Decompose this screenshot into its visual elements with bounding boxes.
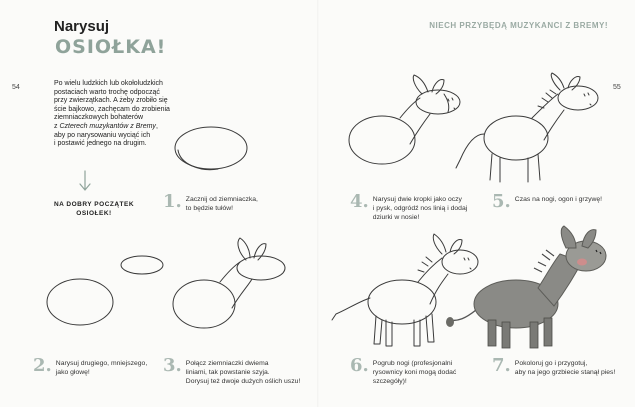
start-label-line1: NA DOBRY POCZĄTEK <box>53 201 135 208</box>
step-text-line: Narysuj dwie kropki jako oczy <box>372 196 462 203</box>
page-title-line1: Narysuj <box>54 18 110 35</box>
page-number-left: 54 <box>12 84 20 91</box>
step-number: 3. <box>163 355 182 376</box>
step-text-line: Pokoloruj go i przygotuj, <box>514 360 588 367</box>
step-text-line: Dorysuj też dwoje dużych oślich uszu! <box>185 378 301 385</box>
intro-book-title: Czterech muzykantów z Bremy <box>59 122 156 130</box>
start-label <box>44 200 144 218</box>
page-title-line2: OSIOŁKA! <box>55 36 167 58</box>
step-text <box>186 359 300 386</box>
step-5 <box>492 193 602 211</box>
step-text-line: aby na jego grzbiecie stanął pies! <box>514 369 616 376</box>
step-text <box>373 195 467 222</box>
intro-book-prefix: z <box>54 122 60 130</box>
step-4 <box>350 193 467 222</box>
step1-sketch <box>170 122 252 178</box>
step-2 <box>33 357 147 377</box>
arrow-down-icon <box>78 170 92 192</box>
step-number: 6. <box>350 355 369 376</box>
running-head: NIECH PRZYBĘDĄ MUZYKANCI Z BREMY! <box>429 21 608 30</box>
step-number: 5. <box>492 191 511 212</box>
intro-line: postaciach warto trochę odpocząć <box>54 88 160 96</box>
step4-sketch <box>344 74 466 174</box>
step-number: 1. <box>163 191 182 212</box>
step-6 <box>350 357 456 386</box>
start-label-line2: OSIOŁEK! <box>76 210 112 217</box>
step-text-line: Narysuj drugiego, mniejszego, <box>55 360 148 367</box>
step-text-line: to będzie tułów! <box>185 205 234 212</box>
page-number-right: 55 <box>613 84 621 91</box>
step-text-line: dziurki w nosie! <box>372 214 420 221</box>
intro-book-suffix: , <box>155 122 158 130</box>
step2-sketch <box>44 250 174 340</box>
step-text-line: Czas na nogi, ogon i grzywę! <box>514 196 603 203</box>
step-text-line: liniami, tak powstanie szyja. <box>185 369 270 376</box>
intro-line: ziemniaczkowych bohaterów <box>54 114 144 122</box>
step-text-line: Pogrub nogi (profesjonalni <box>372 360 453 367</box>
step-number: 7. <box>492 355 511 376</box>
step-7 <box>492 357 615 377</box>
step-3 <box>163 357 300 386</box>
step-text <box>515 359 616 377</box>
step-number: 2. <box>33 355 52 376</box>
colored-donkey-illustration <box>442 224 612 354</box>
intro-line-book <box>54 123 186 132</box>
step-text-line: Połącz ziemniaczki dwiema <box>185 360 269 367</box>
step-text <box>373 359 457 386</box>
intro-paragraph <box>54 80 186 149</box>
step-1 <box>163 193 258 213</box>
step-text-line: szczegóły)! <box>372 378 407 385</box>
step3-sketch <box>168 236 293 336</box>
intro-line: przy zwierzątkach. A żeby zrobiło się <box>54 97 168 105</box>
step-number: 4. <box>350 191 369 212</box>
intro-line: i postawić jednego na drugim. <box>54 140 147 148</box>
intro-line: aby po narysowaniu wyciąć ich <box>54 131 151 139</box>
step-text <box>186 195 258 213</box>
step-text <box>56 359 147 377</box>
step-text-line: i pysk, odgródź nos linią i dodaj <box>372 205 468 212</box>
step-text-line: Zacznij od ziemniaczka, <box>185 196 258 203</box>
step-text-line: rysownicy koni mogą dodać <box>372 369 457 376</box>
step-text-line: jako głowę! <box>55 369 90 376</box>
step5-sketch <box>452 72 602 187</box>
intro-line: Po wielu ludzkich lub okołoludzkich <box>54 80 163 87</box>
intro-line: ście bajkowo, zachęcam do zrobienia <box>54 105 170 113</box>
step-text <box>515 195 602 204</box>
page-gutter <box>317 0 319 407</box>
